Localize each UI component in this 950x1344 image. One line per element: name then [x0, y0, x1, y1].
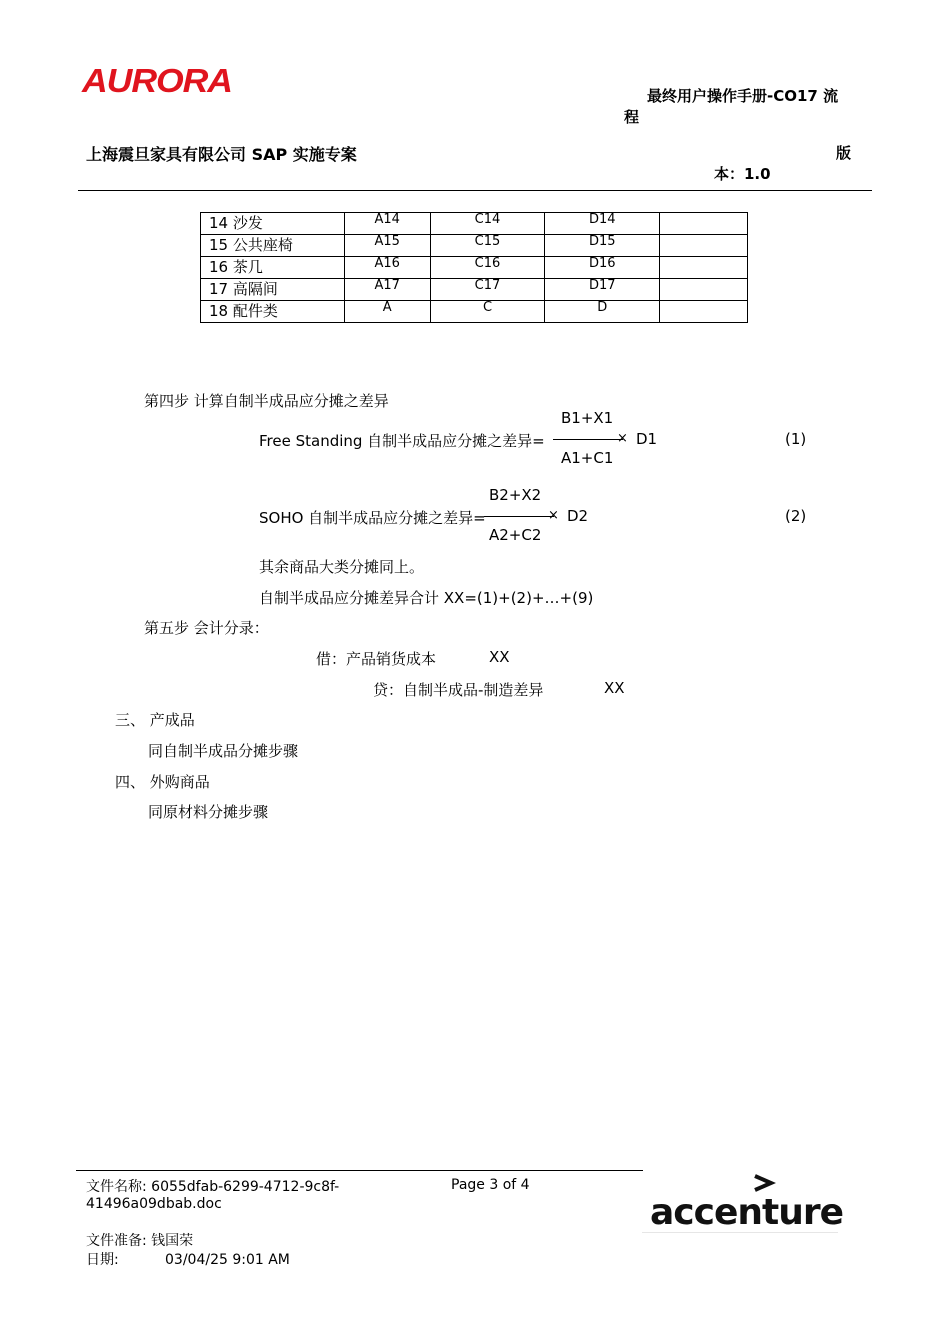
formula2-lhs: SOHO 自制半成品应分摊之差异= [259, 509, 486, 527]
step4-title: 第四步 计算自制半成品应分摊之差异 [144, 392, 389, 410]
cell-extra [660, 213, 748, 235]
section3-title: 三、 产成品 [115, 711, 195, 729]
cell-d: D17 [545, 279, 660, 301]
step4-note: 其余商品大类分摊同上。 [259, 558, 425, 576]
formula1-factor: D1 [636, 430, 658, 448]
footer-preparer: 文件准备: 钱国荣 [86, 1233, 194, 1249]
footer-date-label: 日期: [86, 1252, 119, 1268]
accenture-wordmark: accenture [650, 1192, 844, 1233]
cell-a: A14 [344, 213, 430, 235]
cell-a: A15 [344, 235, 430, 257]
cell-c: C [430, 301, 545, 323]
formula2-numerator: B2+X2 [489, 486, 542, 504]
logo-underline [642, 1232, 838, 1233]
cell-category-name: 15 公共座椅 [201, 235, 345, 257]
table-row [201, 279, 748, 301]
formula2-factor: D2 [567, 507, 589, 525]
category-table [200, 212, 748, 323]
formula1-tag: (1) [785, 430, 807, 448]
footer-filename-line2: 41496a09dbab.doc [86, 1196, 222, 1212]
cell-c: C16 [430, 257, 545, 279]
debit-label: 借：产品销货成本 [316, 650, 437, 668]
footer-rule [76, 1170, 643, 1171]
formula1-fraction-bar [553, 439, 623, 440]
cell-category-name: 14 沙发 [201, 213, 345, 235]
debit-amount: XX [489, 648, 510, 666]
cell-d: D15 [545, 235, 660, 257]
cell-c: C14 [430, 213, 545, 235]
project-title: 上海震旦家具有限公司 SAP 实施专案 [86, 145, 357, 164]
step4-total: 自制半成品应分摊差异合计 XX=(1)+(2)+…+(9) [259, 589, 594, 607]
footer-page-number: Page 3 of 4 [451, 1177, 530, 1193]
doc-title-line1: 最终用户操作手册-CO17 流 [647, 87, 839, 105]
table-row [201, 301, 748, 323]
credit-label: 贷：自制半成品-制造差异 [373, 681, 544, 699]
table-row [201, 213, 748, 235]
section4-title: 四、 外购商品 [115, 773, 210, 791]
cell-a: A17 [344, 279, 430, 301]
formula2-fraction-bar [484, 516, 554, 517]
version-line2: 本：1.0 [714, 165, 771, 183]
formula1-numerator: B1+X1 [561, 409, 614, 427]
footer-filename-line1: 文件名称: 6055dfab-6299-4712-9c8f- [86, 1179, 340, 1195]
table-row [201, 257, 748, 279]
cell-extra [660, 235, 748, 257]
header-rule [78, 190, 872, 191]
cell-c: C15 [430, 235, 545, 257]
step5-title: 第五步 会计分录： [144, 619, 269, 637]
cell-extra [660, 301, 748, 323]
cell-category-name: 17 高隔间 [201, 279, 345, 301]
cell-extra [660, 257, 748, 279]
formula1-denominator: A1+C1 [561, 449, 614, 467]
formula1-lhs: Free Standing 自制半成品应分摊之差异= [259, 432, 545, 450]
cell-d: D16 [545, 257, 660, 279]
version-line1: 版 [836, 144, 852, 162]
cell-category-name: 18 配件类 [201, 301, 345, 323]
formula1-times: × [617, 431, 628, 446]
cell-d: D [545, 301, 660, 323]
section3-body: 同自制半成品分摊步骤 [148, 742, 299, 760]
cell-a: A [344, 301, 430, 323]
footer-date-value: 03/04/25 9:01 AM [165, 1252, 290, 1268]
formula2-denominator: A2+C2 [489, 526, 542, 544]
formula2-tag: (2) [785, 507, 807, 525]
formula2-times: × [548, 508, 559, 523]
table-row [201, 235, 748, 257]
cell-c: C17 [430, 279, 545, 301]
section4-body: 同原材料分摊步骤 [148, 803, 269, 821]
accenture-chevron-icon [752, 1173, 776, 1193]
cell-d: D14 [545, 213, 660, 235]
credit-amount: XX [604, 679, 625, 697]
cell-extra [660, 279, 748, 301]
doc-title-line2: 程 [624, 108, 640, 126]
aurora-logo: AURORA [82, 62, 232, 99]
cell-category-name: 16 茶几 [201, 257, 345, 279]
cell-a: A16 [344, 257, 430, 279]
